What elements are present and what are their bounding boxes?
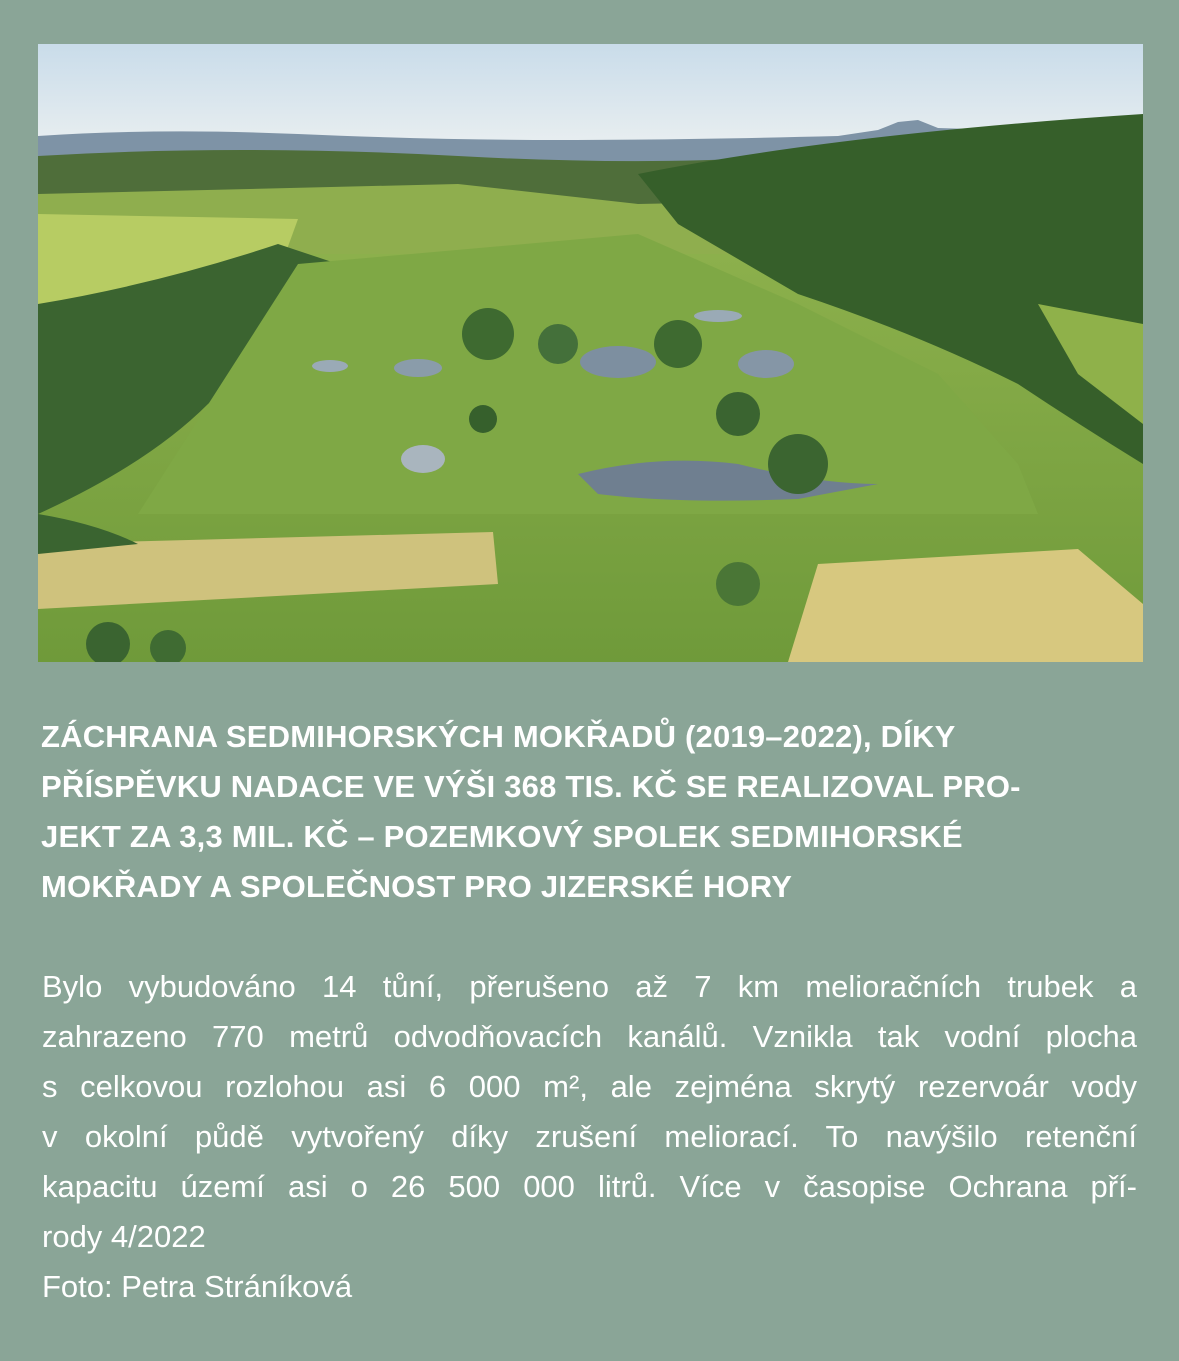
body-line: v okolní půdě vytvořený díky zrušení meliorací. To navýšilo retenční xyxy=(42,1119,1137,1154)
headline-line: MOKŘADY A SPOLEČNOST PRO JIZERSKÉ HORY xyxy=(41,869,793,904)
body-text xyxy=(42,962,1137,1262)
body-line: zahrazeno 770 metrů odvodňovacích kanálů. Vznikla tak vodní plocha xyxy=(42,1019,1137,1054)
wetland-aerial-photo xyxy=(38,44,1143,662)
headline-line: JEKT ZA 3,3 MIL. KČ – POZEMKOVÝ SPOLEK SEDMIHORSKÉ xyxy=(41,819,963,854)
headline xyxy=(41,712,1141,912)
headline-line: PŘÍSPĚVKU NADACE VE VÝŠI 368 TIS. KČ SE REALIZOVAL PRO- xyxy=(41,769,1021,804)
body-line: Bylo vybudováno 14 tůní, přerušeno až 7 km melioračních trubek a xyxy=(42,969,1137,1004)
body-line: kapacitu území asi o 26 500 000 litrů. Více v časopise Ochrana pří- xyxy=(42,1169,1137,1204)
body-line: rody 4/2022 xyxy=(42,1219,206,1254)
body-line: s celkovou rozlohou asi 6 000 m², ale zejména skrytý rezervoár vody xyxy=(42,1069,1137,1104)
photo-credit: Foto: Petra Stráníková xyxy=(42,1269,353,1304)
headline-line: ZÁCHRANA SEDMIHORSKÝCH MOKŘADŮ (2019–2022), DÍKY xyxy=(41,719,956,754)
